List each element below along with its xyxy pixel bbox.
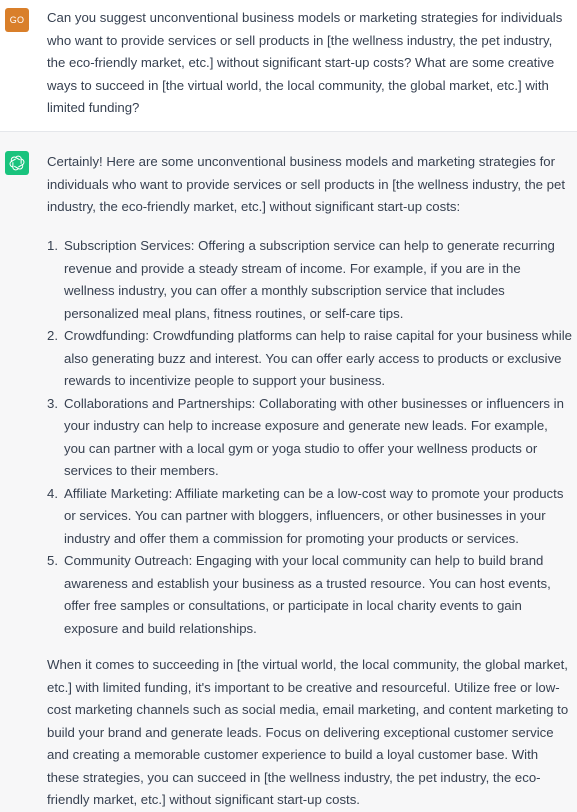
list-item-text: Affiliate Marketing: Affiliate marketing can be a low-cost way to promote your products or services. You can partner with bloggers, influencers, or other businesses in your industry and offer them a commission for promoting your products or services.: [64, 485, 564, 546]
list-item: [47, 483, 572, 551]
assistant-outro: When it comes to succeeding in [the virtual world, the local community, the global market, etc.] with limited funding, it's important to be creative and resourceful. Utilize free or low-cost marketing channels such as social media, email marketing, and content marketing to build your brand and generate leads. Focus on delivering exceptional customer service and creating a memorable customer experience to build a loyal customer base. With these strategies, you can succeed in [the wellness industry, the pet industry, the eco-friendly market, etc.] without significant start-up costs.: [47, 657, 569, 807]
openai-logo-icon: [5, 151, 29, 175]
list-item-text: Community Outreach: Engaging with your local community can help to build brand awareness and establish your business as a trusted resource. You can host events, offer free samples or consultations, or participate in local charity events to gain exposure and build relationships.: [64, 553, 551, 636]
list-item-text: Collaborations and Partnerships: Collaborating with other businesses or influencers in your industry can help to increase exposure and generate new leads. For example, you can partner with a local gym or yoga studio to offer your wellness products or services to their members.: [64, 395, 564, 478]
user-avatar-initials: GO: [9, 15, 25, 25]
list-item-number: 2.: [47, 328, 58, 343]
user-message-text: Can you suggest unconventional business models or marketing strategies for individuals who want to provide services or sell products in [the wellness industry, the pet industry, the eco-friendly market, etc.] without significant start-up costs? What are some creative ways to succeed in [the virtual world, the local community, the global market, etc.] with limited funding?: [47, 10, 563, 115]
strategy-list: [47, 235, 572, 640]
user-avatar: [5, 8, 29, 32]
assistant-intro: Certainly! Here are some unconventional business models and marketing strategies for individuals who want to provide services or sell products in [the wellness industry, the pet industry, the eco-friendly market, etc.] without significant start-up costs:: [47, 154, 565, 214]
list-item-number: 1.: [47, 238, 58, 253]
list-item: [47, 235, 572, 325]
list-item: [47, 550, 572, 640]
list-item-text: Crowdfunding: Crowdfunding platforms can help to raise capital for your business while also generating buzz and interest. You can offer early access to products or exclusive rewards to incentivize people to support your business.: [64, 328, 572, 388]
list-item-number: 4.: [47, 485, 58, 501]
list-item-number: 3.: [47, 395, 58, 411]
list-item: [47, 393, 572, 483]
list-item-text: Subscription Services: Offering a subscription service can help to generate recurring revenue and provide a steady stream of income. For example, if you are in the wellness industry, you can offer a monthly subscription service that includes personalized meal plans, fitness routines, or self-care tips.: [64, 238, 555, 321]
list-item-number: 5.: [47, 553, 58, 568]
list-item: [47, 325, 572, 393]
